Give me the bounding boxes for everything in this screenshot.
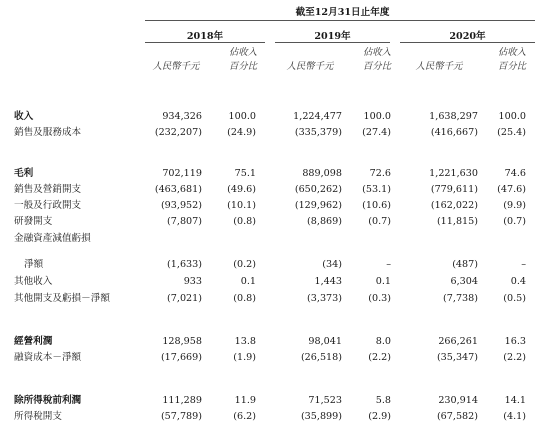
- percent-cell: (47.6): [497, 184, 526, 195]
- amount-cell: (17,669): [160, 352, 202, 363]
- percent-cell: (0.8): [233, 293, 256, 304]
- amount-cell: (35,347): [436, 352, 478, 363]
- amount-cell: 266,261: [438, 336, 478, 347]
- row-label: 其他開支及虧損－淨額: [14, 293, 110, 304]
- amount-cell: 1,224,477: [293, 111, 342, 122]
- percent-cell: 75.1: [234, 168, 256, 179]
- table-row: [0, 275, 540, 289]
- percent-cell: 0.1: [375, 276, 391, 287]
- percent-cell: (1.9): [233, 352, 256, 363]
- percent-cell: (49.6): [227, 184, 256, 195]
- amount-cell: 111,289: [162, 395, 202, 406]
- col-pct-2019: 佔收入 百分比: [362, 47, 391, 72]
- amount-cell: (463,681): [154, 184, 202, 195]
- amount-cell: (7,738): [443, 293, 478, 304]
- header-rule: [145, 20, 535, 21]
- table-row: [0, 335, 540, 349]
- percent-cell: (2.2): [503, 352, 526, 363]
- amount-cell: (232,207): [154, 127, 202, 138]
- percent-cell: (0.7): [503, 216, 526, 227]
- table-row: [0, 351, 540, 365]
- amount-cell: (162,022): [430, 200, 478, 211]
- percent-cell: 0.4: [510, 276, 526, 287]
- amount-cell: (26,518): [300, 352, 342, 363]
- percent-cell: (0.2): [233, 259, 256, 270]
- percent-cell: 5.8: [375, 395, 391, 406]
- percent-cell: 0.1: [240, 276, 256, 287]
- amount-cell: (487): [452, 259, 478, 270]
- percent-cell: 14.1: [504, 395, 526, 406]
- amount-cell: 1,638,297: [429, 111, 478, 122]
- percent-cell: 16.3: [504, 336, 526, 347]
- year-2018-rule: [145, 42, 265, 43]
- amount-cell: 230,914: [438, 395, 478, 406]
- amount-cell: (335,379): [294, 127, 342, 138]
- percent-cell: 11.9: [234, 395, 256, 406]
- percent-cell: (10.1): [227, 200, 256, 211]
- percent-cell: (0.3): [368, 293, 391, 304]
- percent-cell: (10.6): [362, 200, 391, 211]
- row-label: 金融資產減值虧損: [14, 233, 91, 244]
- table-row: [0, 292, 540, 306]
- percent-cell: (2.2): [368, 352, 391, 363]
- percent-cell: 100.0: [498, 111, 526, 122]
- table-row: [0, 215, 540, 229]
- table-row: [0, 232, 540, 246]
- row-label: 收入: [14, 111, 34, 122]
- amount-cell: 6,304: [450, 276, 478, 287]
- percent-cell: (2.9): [368, 411, 391, 422]
- percent-cell: (6.2): [233, 411, 256, 422]
- amount-cell: (11,815): [436, 216, 478, 227]
- percent-cell: 74.6: [504, 168, 526, 179]
- table-row: [0, 410, 540, 424]
- percent-cell: (53.1): [362, 184, 391, 195]
- amount-cell: (129,962): [294, 200, 342, 211]
- table-title: 截至12月31日止年度: [295, 7, 390, 18]
- amount-cell: (7,021): [167, 293, 202, 304]
- amount-cell: 128,958: [162, 336, 202, 347]
- amount-cell: (779,611): [430, 184, 478, 195]
- percent-cell: (24.9): [227, 127, 256, 138]
- col-amount-2018: 人民幣千元: [152, 61, 200, 72]
- table-row: [0, 110, 540, 124]
- percent-cell: 8.0: [375, 336, 391, 347]
- percent-cell: (4.1): [503, 411, 526, 422]
- col-amount-2020: 人民幣千元: [415, 61, 463, 72]
- percent-cell: (25.4): [497, 127, 526, 138]
- percent-cell: –: [521, 259, 526, 270]
- row-label: 銷售及營銷開支: [14, 184, 82, 195]
- percent-cell: –: [386, 259, 391, 270]
- amount-cell: 1,443: [314, 276, 342, 287]
- col-pct-2018: 佔收入 百分比: [228, 47, 257, 72]
- percent-cell: (0.7): [368, 216, 391, 227]
- amount-cell: (416,667): [430, 127, 478, 138]
- year-2020-rule: [400, 42, 535, 43]
- table-row: [0, 183, 540, 197]
- row-label: 淨額: [24, 259, 44, 270]
- row-label: 毛利: [14, 168, 34, 179]
- amount-cell: 98,041: [308, 336, 342, 347]
- amount-cell: (67,582): [436, 411, 478, 422]
- row-label: 融資成本－淨額: [14, 352, 82, 363]
- amount-cell: (3,373): [307, 293, 342, 304]
- table-row: [0, 126, 540, 140]
- table-row: [0, 394, 540, 408]
- row-label: 經營利潤: [14, 336, 53, 347]
- amount-cell: (1,633): [167, 259, 202, 270]
- year-2020-header: 2020年: [449, 31, 486, 42]
- year-2018-header: 2018年: [186, 31, 224, 42]
- amount-cell: 1,221,630: [429, 168, 478, 179]
- row-label: 所得稅開支: [14, 411, 62, 422]
- amount-cell: (8,869): [307, 216, 342, 227]
- percent-cell: (0.5): [503, 293, 526, 304]
- amount-cell: (7,807): [167, 216, 202, 227]
- amount-cell: (650,262): [294, 184, 342, 195]
- row-label: 銷售及服務成本: [14, 127, 82, 138]
- table-row: [0, 199, 540, 213]
- row-label: 研發開支: [14, 216, 53, 227]
- amount-cell: (34): [322, 259, 342, 270]
- percent-cell: 72.6: [369, 168, 391, 179]
- col-amount-2019: 人民幣千元: [286, 61, 334, 72]
- table-row: [0, 167, 540, 181]
- row-label: 除所得稅前利潤: [14, 395, 82, 406]
- amount-cell: 933: [183, 276, 202, 287]
- row-label: 一般及行政開支: [14, 200, 82, 211]
- amount-cell: (35,899): [300, 411, 342, 422]
- row-label: 其他收入: [14, 276, 53, 287]
- table-row: [0, 258, 540, 272]
- amount-cell: 702,119: [162, 168, 202, 179]
- amount-cell: 934,326: [162, 111, 202, 122]
- col-pct-2020: 佔收入 百分比: [497, 47, 526, 72]
- percent-cell: (27.4): [362, 127, 391, 138]
- year-2019-rule: [275, 42, 390, 43]
- year-2019-header: 2019年: [314, 31, 351, 42]
- percent-cell: (9.9): [503, 200, 526, 211]
- percent-cell: 100.0: [363, 111, 391, 122]
- percent-cell: (0.8): [233, 216, 256, 227]
- amount-cell: (93,952): [160, 200, 202, 211]
- amount-cell: (57,789): [160, 411, 202, 422]
- percent-cell: 100.0: [228, 111, 256, 122]
- amount-cell: 889,098: [302, 168, 342, 179]
- percent-cell: 13.8: [234, 336, 256, 347]
- amount-cell: 71,523: [308, 395, 342, 406]
